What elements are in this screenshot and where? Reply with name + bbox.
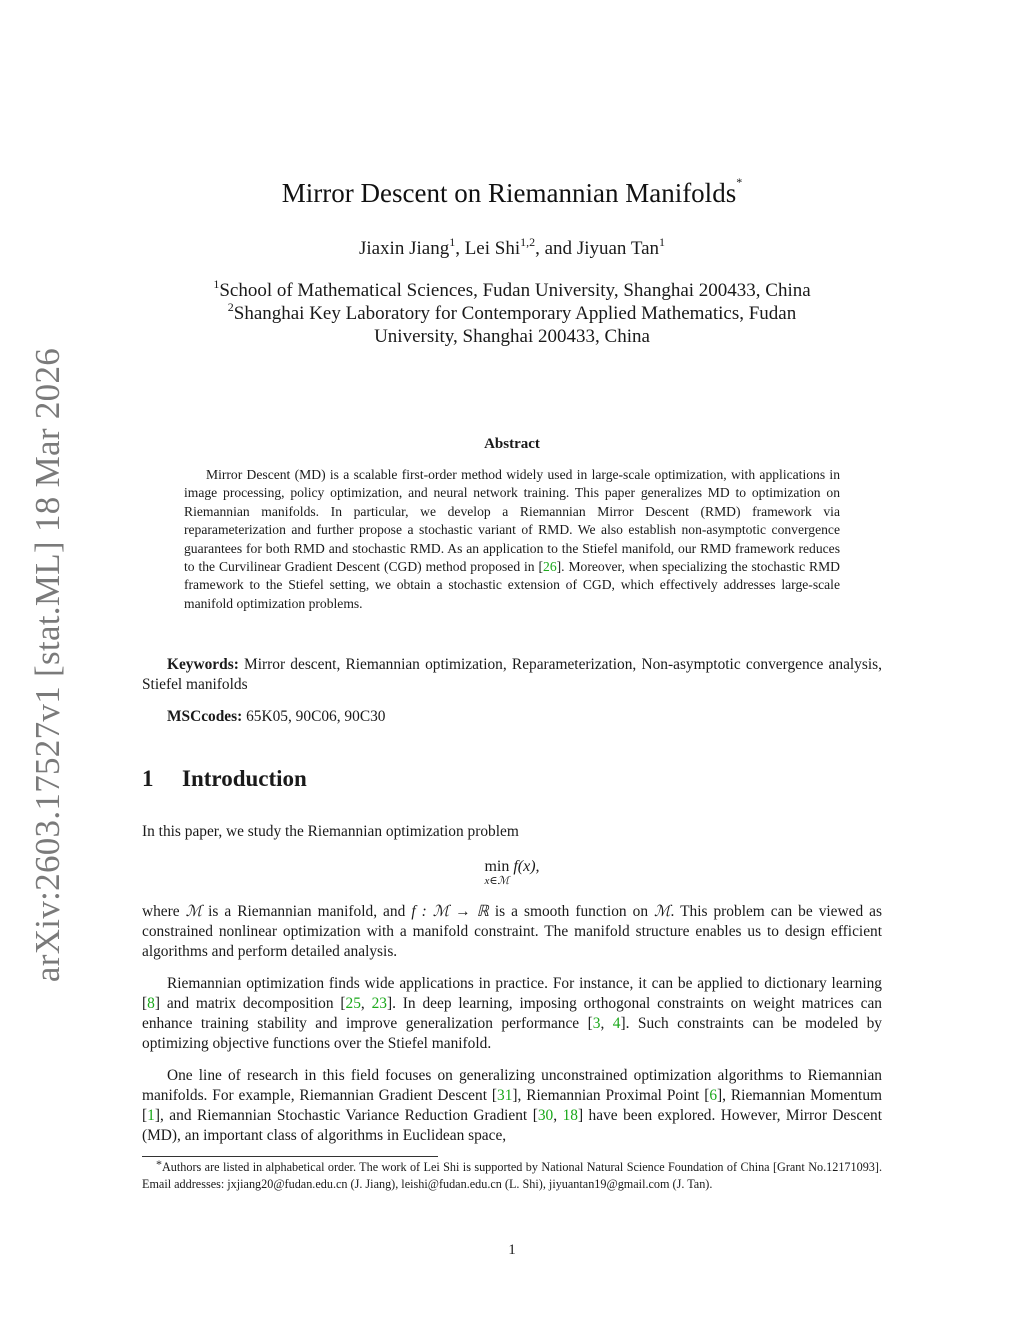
author-affil-mark: 1 (449, 235, 456, 249)
keywords-label: Keywords: (167, 656, 239, 673)
keywords (142, 655, 882, 695)
text-run: is a smooth function on (488, 903, 655, 920)
page-number: 1 (508, 1242, 516, 1258)
text-run: ]. Such constraints can be modeled by optimizing objective functions over the Stiefel manifold. (142, 1015, 882, 1052)
section-title: Introduction (182, 766, 307, 791)
citation-link[interactable]: 26 (543, 559, 557, 575)
footnote-divider (142, 1156, 438, 1157)
title-text: Mirror Descent on Riemannian Manifolds (281, 178, 737, 208)
intro-paragraph-3 (142, 974, 882, 1054)
citation-link[interactable]: 1 (147, 1107, 155, 1124)
math-symbol: ℳ (654, 903, 671, 920)
author-name: Jiaxin Jiang (358, 238, 450, 259)
keywords-text: Mirror descent, Riemannian optimization, Reparameterization, Non-asymptotic convergence analysis, Stiefel manifolds (142, 656, 882, 693)
affiliation-text: University, Shanghai 200433, China (374, 326, 650, 347)
title-footnote-mark: * (736, 175, 743, 189)
equation-op: min (484, 858, 510, 875)
footnote-mark: * (156, 1157, 162, 1171)
author-name: Jiyuan Tan (576, 238, 660, 259)
affiliation-2-continued (0, 326, 1024, 348)
equation-subscript: x∈ℳ (484, 875, 510, 887)
section-heading (142, 766, 307, 792)
text-run: , (553, 1107, 563, 1124)
arxiv-stamp-text: arXiv:2603.17527v1 [stat.ML] 18 Mar 2026 (28, 347, 67, 983)
citation-link[interactable]: 6 (709, 1087, 718, 1104)
paper-title (0, 175, 1024, 209)
citation-link[interactable]: 23 (371, 995, 387, 1012)
display-equation (0, 858, 1024, 887)
citation-link[interactable]: 4 (612, 1015, 621, 1032)
text-run: , (600, 1015, 613, 1032)
author-list (0, 235, 1024, 260)
author-name: Lei Shi (464, 238, 521, 259)
affiliation-text: School of Mathematical Sciences, Fudan University, Shanghai 200433, China (219, 280, 811, 301)
author-separator: , (455, 238, 465, 259)
intro-paragraph-2 (142, 902, 882, 962)
text-run: ] and matrix decomposition [ (154, 995, 346, 1012)
affiliation-mark: 1 (213, 277, 220, 291)
text-run: , (360, 995, 372, 1012)
affiliation-2 (0, 300, 1024, 325)
text-run: ], and Riemannian Stochastic Variance Reduction Gradient [ (154, 1107, 538, 1124)
text-run: where (142, 903, 186, 920)
citation-link[interactable]: 8 (147, 995, 155, 1012)
affiliation-mark: 2 (227, 300, 234, 314)
intro-paragraph-1: In this paper, we study the Riemannian optimization problem (142, 823, 519, 840)
abstract-body (184, 466, 840, 613)
text-run: Riemannian optimization finds wide applications in practice. For instance, it can be applied to dictionary learning [ (142, 975, 882, 1012)
author-affil-mark: 1,2 (520, 235, 536, 249)
affiliation-1 (0, 277, 1024, 302)
citation-link[interactable]: 25 (345, 995, 361, 1012)
footnote-text: Authors are listed in alphabetical order. The work of Lei Shi is supported by National Natural Science Foundation of China [Grant No.12171093]. Email addresses: jxjiang20@fudan.edu.cn (J. Jiang), leishi@fudan.edu.cn (L. Shi), jiyuantan19@gmail.com (J. Tan). (142, 1160, 882, 1191)
author-affil-mark: 1 (659, 235, 666, 249)
math-expression: f : ℳ → ℝ (411, 903, 489, 920)
text-run: One line of research in this field focuses on generalizing unconstrained optimization algorithms to Riemannian manifolds. For example, Riemannian Gradient Descent [ (142, 1067, 882, 1104)
author-separator: , and (535, 238, 577, 259)
text-run: ], Riemannian Proximal Point [ (512, 1087, 710, 1104)
citation-link[interactable]: 31 (497, 1087, 513, 1104)
abstract-text: ]. Moreover, when specializing the stochastic RMD framework to the Stiefel setting, we obtain a stochastic extension of CGD, which effectively addresses large-scale manifold optimization problems. (184, 559, 840, 611)
intro-paragraph-4 (142, 1066, 882, 1146)
equation-min-operator (484, 858, 509, 887)
citation-link[interactable]: 3 (592, 1015, 601, 1032)
msc-text: 65K05, 90C06, 90C30 (246, 708, 386, 725)
abstract-heading: Abstract (484, 436, 540, 452)
math-symbol: ℳ (185, 903, 203, 920)
citation-link[interactable]: 18 (562, 1107, 578, 1124)
footnote (142, 1159, 882, 1192)
citation-link[interactable]: 30 (537, 1107, 554, 1124)
text-run: ], Riemannian Momentum [ (142, 1087, 882, 1124)
text-run: is a Riemannian manifold, and (202, 903, 412, 920)
text-run: . This problem can be viewed as constrained nonlinear optimization with a manifold constraint. The manifold structure enables us to design efficient algorithms and perform detailed analysis. (142, 903, 882, 960)
abstract-text: Mirror Descent (MD) is a scalable first-order method widely used in large-scale optimization, with applications in image processing, policy optimization, and neural network training. This paper generalizes MD to optimization on Riemannian manifolds. In particular, we develop a Riemannian Mirror Descent (RMD) framework via reparameterization and further propose a stochastic variant of RMD. We also establish non-asymptotic convergence guarantees for both RMD and stochastic RMD. As an application to the Stiefel manifold, our RMD framework reduces to the Curvilinear Gradient Descent (CGD) method proposed in [ (184, 467, 840, 575)
affiliation-text: Shanghai Key Laboratory for Contemporary Applied Mathematics, Fudan (233, 303, 797, 324)
msc-label: MSCcodes: (167, 708, 243, 725)
equation-body: f(x), (513, 858, 540, 875)
text-run: ] have been explored. However, Mirror Descent (MD), an important class of algorithms in Euclidean space, (142, 1107, 883, 1144)
text-run: ]. In deep learning, imposing orthogonal constraints on weight matrices can enhance training stability and improve generalization performance [ (142, 995, 882, 1032)
section-number: 1 (142, 766, 154, 791)
msc-codes (142, 707, 882, 727)
